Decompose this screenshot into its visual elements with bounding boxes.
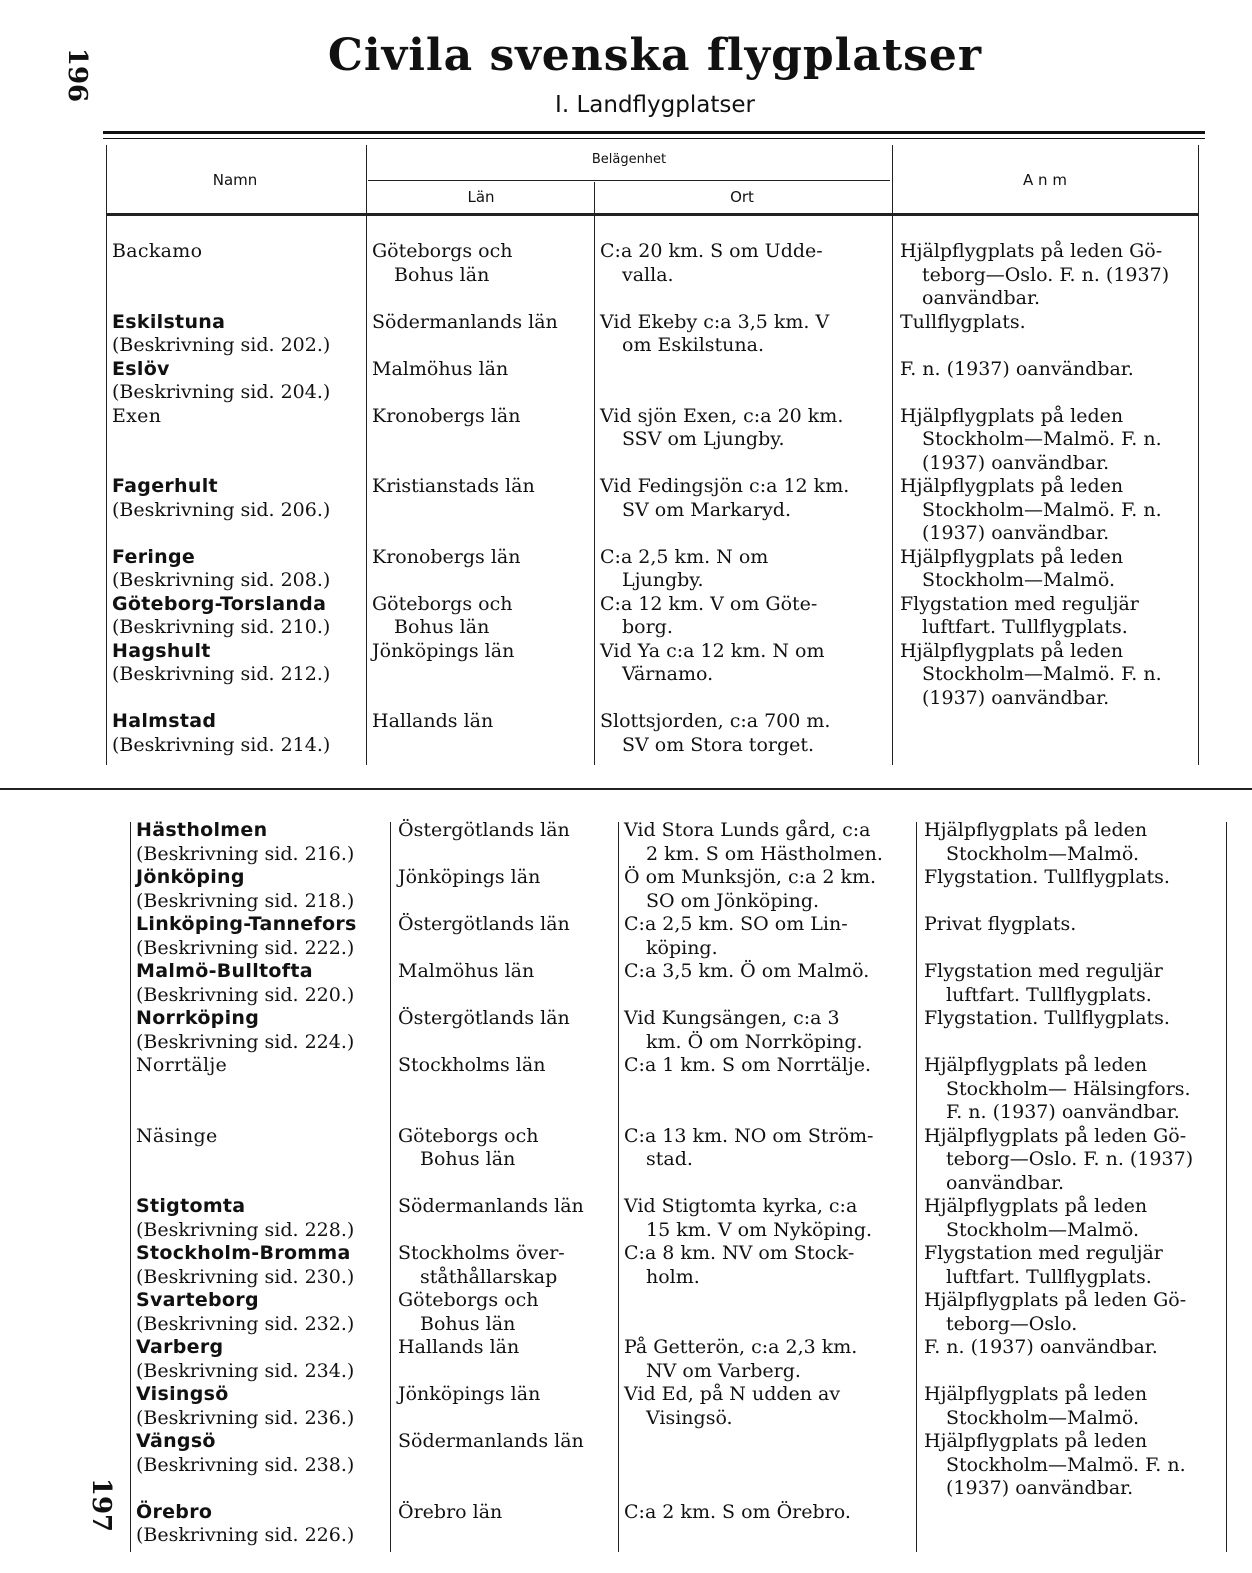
top-col-line-2 (594, 182, 595, 765)
airfield-name: Jönköping (136, 866, 245, 888)
anm-line: teborg—Oslo. F. n. (1937) (946, 1148, 1194, 1170)
ort-cell (624, 866, 914, 913)
ort-line: Vid Stora Lunds gård, c:a (624, 819, 871, 841)
description-ref: (Beskrivning sid. 204.) (112, 381, 331, 403)
airfield-name: Hästholmen (136, 819, 268, 841)
ort-cell (600, 475, 888, 522)
airfield-name-cell (112, 358, 364, 405)
anm-line: Hjälpflygplats på leden (900, 475, 1124, 497)
description-ref: (Beskrivning sid. 226.) (136, 1524, 355, 1546)
ort-line: valla. (622, 263, 674, 286)
description-ref: (Beskrivning sid. 202.) (112, 334, 331, 356)
anm-line: Hjälpflygplats på leden (924, 1430, 1148, 1452)
airfield-name: Norrköping (136, 1007, 260, 1029)
lan-cell (398, 1430, 616, 1454)
ort-cell (600, 311, 888, 358)
lan-line: Jönköpings län (398, 1383, 541, 1405)
page-number-top: 196 (62, 47, 93, 103)
ort-cell (624, 1501, 914, 1525)
airfield-name: Backamo (112, 240, 203, 262)
ort-cell (600, 546, 888, 593)
airfield-name-cell (136, 1289, 388, 1336)
description-ref: (Beskrivning sid. 212.) (112, 663, 331, 685)
lan-line: Bohus län (394, 263, 490, 286)
anm-line: Hjälpflygplats på leden (924, 1195, 1148, 1217)
anm-line: oanvändbar. (946, 1171, 1064, 1194)
anm-line: Hjälpflygplats på leden (900, 404, 1124, 427)
lan-line: Jönköpings län (398, 866, 541, 888)
anm-line: Hjälpflygplats på leden Gö- (900, 240, 1163, 262)
lan-cell (398, 1054, 616, 1078)
anm-line: F. n. (1937) oanvändbar. (924, 1336, 1158, 1358)
anm-cell (924, 1336, 1222, 1360)
ort-line: borg. (622, 616, 673, 638)
airfield-name-cell (136, 1430, 388, 1477)
airfield-name: Feringe (112, 545, 196, 568)
ort-cell (624, 1336, 914, 1383)
ort-line: C:a 1 km. S om Norrtälje. (624, 1054, 872, 1076)
page-subtitle: I. Landflygplatser (555, 92, 755, 118)
ort-line: C:a 20 km. S om Udde- (600, 240, 823, 262)
anm-line: Privat flygplats. (924, 913, 1077, 935)
anm-line: Stockholm— Hälsingfors. (946, 1077, 1191, 1100)
ort-cell (600, 640, 888, 687)
anm-line: oanvändbar. (922, 287, 1040, 309)
airfield-name-cell (136, 913, 388, 960)
lan-line: Stockholms över- (398, 1242, 565, 1264)
airfield-name: Göteborg-Torslanda (112, 592, 327, 615)
ort-line: C:a 8 km. NV om Stock- (624, 1242, 855, 1264)
lan-line: Östergötlands län (398, 1007, 570, 1029)
lan-cell (372, 593, 592, 640)
anm-cell (924, 1242, 1222, 1289)
anm-line: Hjälpflygplats på leden (900, 545, 1124, 568)
ort-line: 15 km. V om Nyköping. (646, 1218, 873, 1241)
bottom-col-line-0 (130, 822, 131, 1552)
ort-cell (600, 240, 888, 287)
ort-cell (624, 1007, 914, 1054)
ort-line: Ljungby. (622, 569, 704, 591)
ort-cell (624, 1383, 914, 1430)
ort-line: SSV om Ljungby. (622, 428, 785, 450)
lan-line: Kronobergs län (372, 545, 521, 568)
lan-line: Göteborgs och (398, 1124, 539, 1147)
ort-cell (624, 960, 914, 984)
bottom-col-line-3 (916, 822, 917, 1552)
ort-line: 2 km. S om Hästholmen. (646, 842, 883, 865)
description-ref: (Beskrivning sid. 206.) (112, 498, 331, 521)
anm-line: F. n. (1937) oanvändbar. (946, 1101, 1180, 1123)
header-bottom-rule (106, 213, 1198, 216)
lan-cell (398, 1336, 616, 1360)
ort-line: Vid sjön Exen, c:a 20 km. (600, 404, 844, 427)
ort-line: Vid Ekeby c:a 3,5 km. V (600, 310, 830, 333)
anm-line: Hjälpflygplats på leden (900, 639, 1124, 662)
anm-line: Flygstation. Tullflygplats. (924, 866, 1170, 888)
description-ref: (Beskrivning sid. 208.) (112, 569, 331, 591)
airfield-name-cell (112, 405, 364, 429)
anm-line: luftfart. Tullflygplats. (946, 983, 1152, 1006)
description-ref: (Beskrivning sid. 216.) (136, 842, 355, 865)
anm-cell (924, 1007, 1222, 1031)
ort-cell (624, 1054, 914, 1078)
ort-cell (624, 1195, 914, 1242)
ort-line: Vid Ed, på N udden av (624, 1383, 841, 1405)
ort-line: köping. (646, 936, 718, 959)
ort-line: om Eskilstuna. (622, 334, 765, 356)
ort-line: C:a 2,5 km. SO om Lin- (624, 913, 848, 935)
lan-line: ståthållarskap (420, 1265, 558, 1288)
top-col-line-1 (366, 145, 367, 765)
anm-cell (924, 960, 1222, 1007)
anm-line: (1937) oanvändbar. (946, 1477, 1134, 1499)
ort-line: Visingsö. (646, 1406, 733, 1429)
airfield-name: Exen (112, 404, 162, 427)
lan-line: Göteborgs och (372, 240, 513, 262)
airfield-name-cell (112, 311, 364, 358)
description-ref: (Beskrivning sid. 228.) (136, 1218, 355, 1241)
ort-cell (624, 1125, 914, 1172)
lan-cell (398, 819, 616, 843)
header-anm: A n m (1023, 171, 1067, 189)
anm-line: Stockholm—Malmö. (946, 842, 1140, 865)
description-ref: (Beskrivning sid. 232.) (136, 1312, 355, 1335)
lan-cell (398, 866, 616, 890)
ort-line: holm. (646, 1265, 700, 1288)
anm-line: Flygstation med reguljär (924, 960, 1163, 982)
anm-line: Flygstation. Tullflygplats. (924, 1007, 1170, 1029)
airfield-name-cell (112, 240, 364, 264)
anm-cell (900, 240, 1196, 311)
anm-cell (924, 1125, 1222, 1196)
airfield-name-cell (136, 1242, 388, 1289)
anm-line: (1937) oanvändbar. (922, 451, 1110, 474)
lan-line: Malmöhus län (398, 960, 535, 982)
lan-cell (398, 1383, 616, 1407)
airfield-name: Halmstad (112, 710, 217, 732)
ort-line: C:a 3,5 km. Ö om Malmö. (624, 960, 870, 982)
lan-line: Malmöhus län (372, 357, 509, 380)
anm-cell (900, 405, 1196, 476)
description-ref: (Beskrivning sid. 220.) (136, 983, 355, 1006)
description-ref: (Beskrivning sid. 218.) (136, 889, 355, 912)
anm-line: teborg—Oslo. F. n. (1937) (922, 263, 1170, 286)
ort-line: SO om Jönköping. (646, 889, 820, 912)
lan-line: Bohus län (420, 1148, 516, 1170)
lan-line: Hallands län (398, 1336, 520, 1358)
anm-line: Stockholm—Malmö. F. n. (922, 498, 1162, 521)
bottom-col-line-4 (1226, 822, 1227, 1552)
airfield-name-cell (112, 640, 364, 687)
description-ref: (Beskrivning sid. 236.) (136, 1406, 355, 1429)
ort-line: Vid Ya c:a 12 km. N om (600, 639, 825, 662)
airfield-name-cell (136, 1383, 388, 1430)
lan-cell (398, 1007, 616, 1031)
airfield-name-cell (136, 1195, 388, 1242)
bottom-col-line-1 (390, 822, 391, 1552)
description-ref: (Beskrivning sid. 214.) (112, 733, 331, 756)
header-lan: Län (467, 188, 495, 206)
airfield-name: Fagerhult (112, 475, 218, 497)
airfield-name: Hagshult (112, 639, 211, 662)
description-ref: (Beskrivning sid. 224.) (136, 1030, 355, 1053)
lan-cell (398, 960, 616, 984)
lan-line: Örebro län (398, 1500, 503, 1523)
ort-line: Ö om Munksjön, c:a 2 km. (624, 866, 877, 888)
airfield-name-cell (136, 1501, 388, 1548)
airfield-name: Linköping-Tannefors (136, 913, 357, 935)
lan-cell (372, 311, 592, 335)
lan-line: Östergötlands län (398, 913, 570, 935)
airfield-name: Eslöv (112, 357, 170, 380)
airfield-name: Näsinge (136, 1124, 218, 1147)
anm-cell (924, 1195, 1222, 1242)
anm-line: Stockholm—Malmö. F. n. (922, 428, 1162, 450)
anm-line: Stockholm—Malmö. (946, 1406, 1140, 1429)
lan-cell (398, 1125, 616, 1172)
lan-cell (372, 710, 592, 734)
lan-cell (372, 640, 592, 664)
anm-cell (924, 913, 1222, 937)
anm-cell (924, 1289, 1222, 1336)
header-subrule (368, 180, 890, 181)
lan-line: Södermanlands län (372, 310, 558, 333)
anm-cell (900, 640, 1196, 711)
lan-line: Göteborgs och (398, 1289, 539, 1311)
airfield-name-cell (112, 593, 364, 640)
anm-line: Stockholm—Malmö. F. n. (922, 663, 1162, 685)
airfield-name-cell (136, 1125, 388, 1149)
ort-line: C:a 12 km. V om Göte- (600, 592, 818, 615)
anm-line: Flygstation med reguljär (900, 592, 1139, 615)
anm-cell (924, 819, 1222, 866)
anm-line: luftfart. Tullflygplats. (946, 1265, 1152, 1288)
lan-line: Bohus län (420, 1312, 516, 1335)
lan-cell (398, 1501, 616, 1525)
ort-line: Slottsjorden, c:a 700 m. (600, 710, 831, 732)
anm-cell (900, 546, 1196, 593)
ort-cell (600, 405, 888, 452)
top-col-line-4 (1198, 145, 1199, 765)
anm-line: Hjälpflygplats på leden Gö- (924, 1124, 1187, 1147)
airfield-name: Visingsö (136, 1383, 229, 1405)
lan-line: Kristianstads län (372, 475, 535, 497)
lan-line: Södermanlands län (398, 1195, 584, 1217)
anm-cell (900, 593, 1196, 640)
description-ref: (Beskrivning sid. 238.) (136, 1453, 355, 1476)
ort-line: stad. (646, 1148, 693, 1170)
lan-cell (398, 1242, 616, 1289)
anm-cell (924, 866, 1222, 890)
airfield-name-cell (136, 1336, 388, 1383)
lan-line: Jönköpings län (372, 639, 515, 662)
top-col-line-3 (892, 145, 893, 765)
airfield-name-cell (112, 475, 364, 522)
airfield-name: Örebro (136, 1500, 213, 1523)
airfield-name: Eskilstuna (112, 310, 226, 333)
airfield-name-cell (136, 866, 388, 913)
airfield-name: Svarteborg (136, 1289, 259, 1311)
anm-line: F. n. (1937) oanvändbar. (900, 357, 1134, 380)
anm-line: Stockholm—Malmö. F. n. (946, 1453, 1186, 1476)
page-divider (0, 788, 1252, 790)
airfield-name-cell (136, 1007, 388, 1054)
description-ref: (Beskrivning sid. 222.) (136, 936, 355, 959)
airfield-name-cell (136, 819, 388, 866)
airfield-name: Stockholm-Bromma (136, 1242, 351, 1264)
airfield-name: Norrtälje (136, 1054, 228, 1076)
anm-cell (900, 311, 1196, 335)
ort-cell (600, 710, 888, 757)
lan-cell (398, 1289, 616, 1336)
ort-line: C:a 2 km. S om Örebro. (624, 1500, 851, 1523)
ort-line: NV om Varberg. (646, 1359, 801, 1382)
description-ref: (Beskrivning sid. 234.) (136, 1359, 355, 1382)
lan-line: Göteborgs och (372, 592, 513, 615)
ort-cell (624, 913, 914, 960)
ort-line: C:a 2,5 km. N om (600, 545, 769, 568)
lan-cell (398, 913, 616, 937)
airfield-name-cell (136, 960, 388, 1007)
ort-line: SV om Stora torget. (622, 733, 815, 756)
airfield-name: Stigtomta (136, 1195, 246, 1217)
anm-cell (924, 1430, 1222, 1501)
anm-cell (900, 358, 1196, 382)
ort-line: km. Ö om Norrköping. (646, 1030, 863, 1053)
anm-line: Flygstation med reguljär (924, 1242, 1163, 1264)
lan-cell (398, 1195, 616, 1219)
lan-line: Stockholms län (398, 1054, 546, 1076)
title-rule-thin (103, 138, 1205, 139)
ort-line: På Getterön, c:a 2,3 km. (624, 1336, 858, 1358)
ort-cell (600, 593, 888, 640)
ort-line: Värnamo. (622, 663, 714, 685)
ort-line: Vid Stigtomta kyrka, c:a (624, 1195, 858, 1217)
header-namn: Namn (212, 171, 258, 189)
lan-line: Södermanlands län (398, 1430, 584, 1452)
anm-line: teborg—Oslo. (946, 1312, 1078, 1335)
anm-cell (924, 1383, 1222, 1430)
lan-cell (372, 240, 592, 287)
airfield-name-cell (112, 546, 364, 593)
anm-line: (1937) oanvändbar. (922, 522, 1110, 544)
airfield-name: Vängsö (136, 1430, 216, 1452)
ort-line: Vid Kungsängen, c:a 3 (624, 1007, 840, 1029)
anm-line: luftfart. Tullflygplats. (922, 616, 1128, 638)
header-ort: Ort (730, 188, 754, 206)
anm-line: (1937) oanvändbar. (922, 686, 1110, 709)
airfield-name: Varberg (136, 1336, 224, 1358)
lan-cell (372, 475, 592, 499)
lan-cell (372, 405, 592, 429)
description-ref: (Beskrivning sid. 210.) (112, 616, 331, 638)
anm-line: Hjälpflygplats på leden (924, 819, 1148, 841)
description-ref: (Beskrivning sid. 230.) (136, 1265, 355, 1288)
lan-cell (372, 358, 592, 382)
airfield-name-cell (112, 710, 364, 757)
lan-line: Östergötlands län (398, 819, 570, 841)
anm-cell (924, 1054, 1222, 1125)
anm-line: Stockholm—Malmö. (946, 1218, 1140, 1241)
ort-cell (624, 819, 914, 866)
ort-line: Vid Fedingsjön c:a 12 km. (600, 475, 850, 497)
anm-line: Hjälpflygplats på leden (924, 1054, 1148, 1076)
page-title: Civila svenska flygplatser (327, 30, 983, 81)
lan-line: Bohus län (394, 616, 490, 638)
ort-line: C:a 13 km. NO om Ström- (624, 1124, 874, 1147)
page-number-bottom: 197 (86, 1477, 117, 1533)
anm-line: Hjälpflygplats på leden (924, 1383, 1148, 1405)
anm-line: Tullflygplats. (900, 310, 1026, 333)
top-col-line-0 (106, 145, 107, 765)
title-rule-thick (103, 131, 1205, 134)
lan-cell (372, 546, 592, 570)
lan-line: Hallands län (372, 710, 494, 732)
airfield-name-cell (136, 1054, 388, 1078)
anm-line: Hjälpflygplats på leden Gö- (924, 1289, 1187, 1311)
ort-cell (624, 1242, 914, 1289)
header-belagenhet: Belägenhet (591, 152, 667, 167)
lan-line: Kronobergs län (372, 404, 521, 427)
airfield-name: Malmö-Bulltofta (136, 960, 313, 982)
ort-line: SV om Markaryd. (622, 498, 791, 521)
bottom-col-line-2 (618, 822, 619, 1552)
anm-cell (900, 475, 1196, 546)
anm-line: Stockholm—Malmö. (922, 569, 1116, 591)
